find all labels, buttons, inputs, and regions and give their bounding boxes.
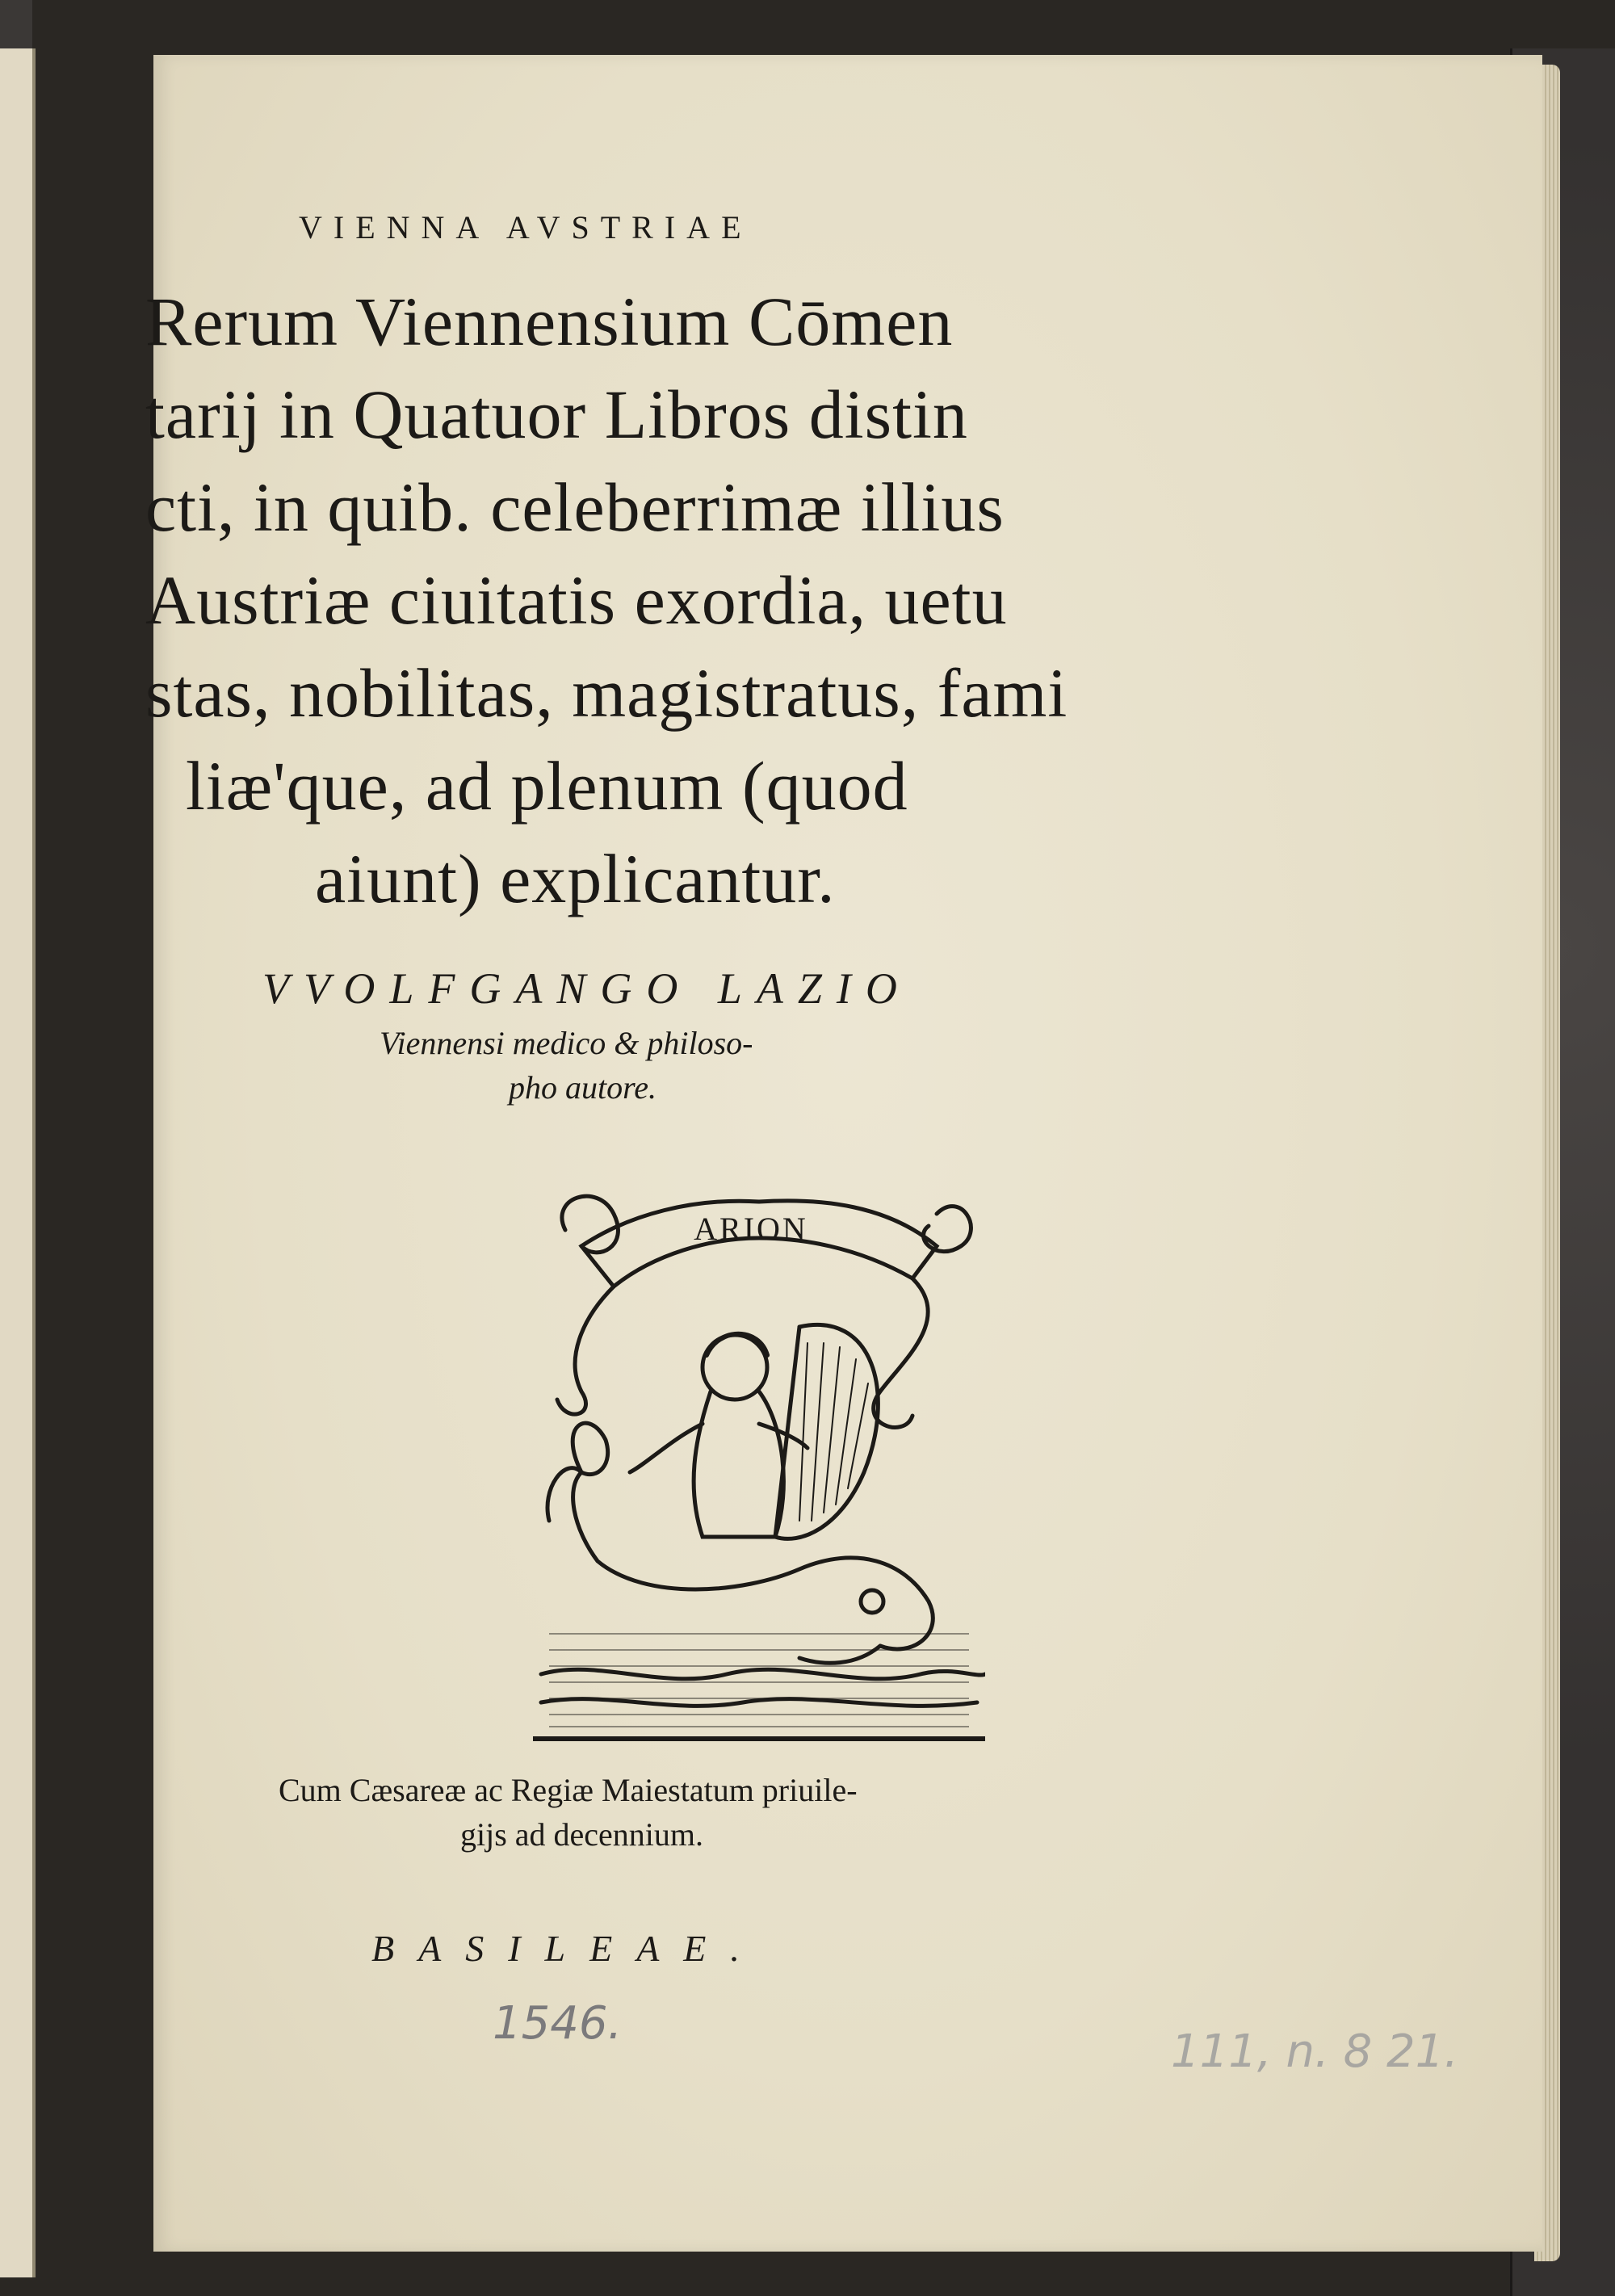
- ribbon-tail-right: [874, 1278, 929, 1427]
- harp-frame: [775, 1324, 878, 1538]
- banner-scroll-left: [562, 1196, 618, 1253]
- title-line-2: tarij in Quatuor Libros distin: [145, 376, 968, 453]
- privilege-line-1: Cum Cæsareæ ac Regiæ Maiestatum priuile-: [279, 1772, 858, 1808]
- handwritten-shelfmark: 111, n. 8 21.: [1171, 2025, 1459, 2078]
- harp-strings: [799, 1343, 868, 1521]
- arion-arm-right: [759, 1424, 808, 1448]
- title-line-1: Rerum Viennensium Cōmen: [145, 283, 954, 360]
- handwritten-year: 1546.: [493, 1997, 623, 2050]
- author-line-1: Viennensi medico & philoso-: [380, 1025, 753, 1061]
- dolphin-body: [547, 1468, 933, 1649]
- sea-wave-2: [541, 1699, 977, 1706]
- title-line-4: Austriæ ciuitatis exordia, uetu: [145, 561, 1008, 639]
- printers-device-woodcut: [533, 1182, 985, 1747]
- running-head: VIENNA AVSTRIAE: [299, 209, 753, 246]
- title-line-7: aiunt) explicantur.: [315, 840, 836, 917]
- title-page: [145, 55, 1542, 2252]
- sea-wave-1: [541, 1669, 985, 1679]
- title-line-3: cti, in quib. celeberrimæ illius: [145, 468, 1005, 546]
- dolphin-jaw: [799, 1646, 880, 1663]
- author-line-2: pho autore.: [509, 1069, 656, 1106]
- dolphin-eye: [861, 1590, 883, 1613]
- title-line-5: stas, nobilitas, magistratus, fami: [145, 654, 1068, 732]
- arion-arm-left: [630, 1424, 703, 1472]
- imprint-place: BASILEAE.: [371, 1928, 764, 1969]
- privilege-line-2: gijs ad decennium.: [460, 1816, 704, 1853]
- banner-scroll-right: [924, 1207, 971, 1252]
- device-banner-text: ARION: [694, 1211, 808, 1247]
- arion-body: [694, 1391, 783, 1537]
- author-name: VVOLFGANGO LAZIO: [262, 964, 912, 1013]
- ribbon-tail-left: [557, 1287, 614, 1414]
- dolphin-tail: [573, 1423, 607, 1474]
- left-page-edge: [0, 48, 36, 2277]
- title-line-6: liæ'que, ad plenum (quod: [186, 747, 908, 825]
